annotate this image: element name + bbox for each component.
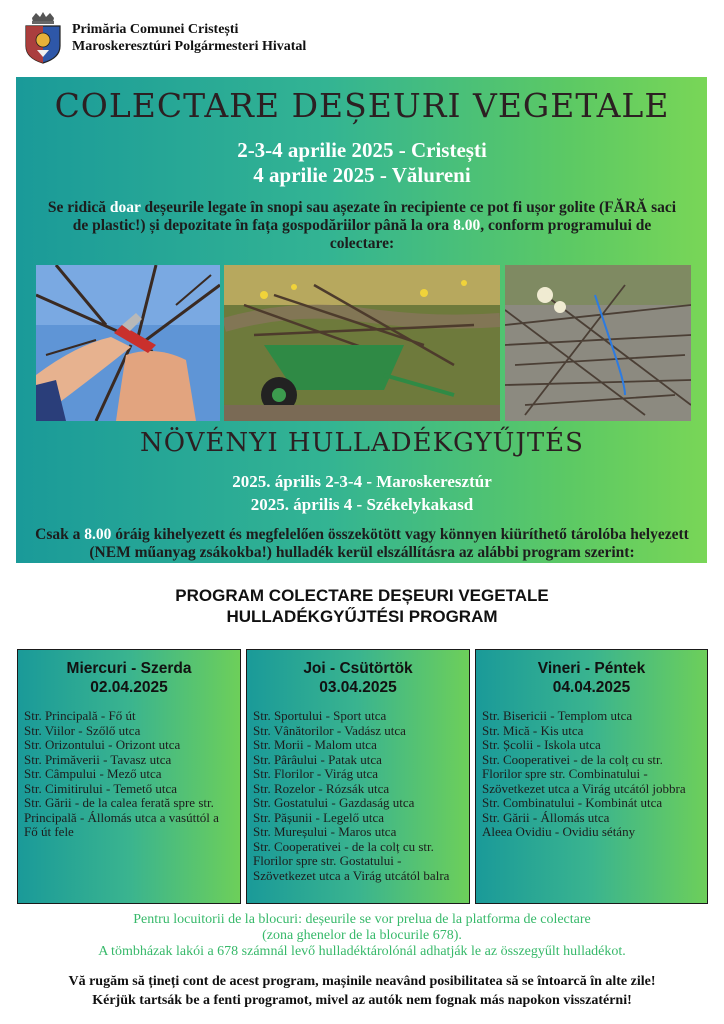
street-item: Str. Morii - Malom utca <box>253 737 377 752</box>
wheelbarrow-branches-photo <box>224 265 500 421</box>
instr-ro-text-2: deșeurile legate în snopi sau așezate în recipiente ce pot fi ușor golite (FĂRĂ saci de plastic!) și depozitate în fața gospodăriilor până la ora <box>72 199 677 234</box>
street-item: Str. Orizontului - Orizont utca <box>24 737 181 752</box>
street-item: Str. Vânătorilor - Vadász utca <box>253 722 406 738</box>
closing-ro: Vă rugăm să țineți cont de acest program, mașinile neavând posibilitatea să se întoarcă în alte zile! <box>68 974 656 989</box>
schedule-friday <box>475 649 708 904</box>
pruning-shears-photo <box>36 265 220 421</box>
street-item: Str. Principală - Fő út <box>24 708 136 723</box>
branch-pile-photo <box>505 265 691 421</box>
instr-hu-time: 8.00 <box>84 526 112 543</box>
street-item: Str. Cooperativei - de la colț cu str. Florilor spre str. Gostatului - Szövetkezet utca a Virág utcától balra <box>253 838 450 883</box>
program-title <box>0 585 724 627</box>
instr-hu-text-1: Csak a <box>35 526 85 543</box>
instructions-hungarian <box>28 526 696 562</box>
instr-ro-text-3: , conform programului de colectare: <box>329 217 652 252</box>
street-item: Str. Cooperativei - de la colț cu str. Florilor spre str. Combinatului - Szövetkezet utca a Virág utcától jobbra <box>482 751 686 796</box>
date-maroskeresztur: 2025. április 2-3-4 - Maroskeresztúr <box>232 472 492 491</box>
street-list <box>18 697 240 840</box>
program-title-ro: PROGRAM COLECTARE DEȘEURI VEGETALE <box>175 586 549 605</box>
schedule-wednesday <box>17 649 241 904</box>
schedule-thursday <box>246 649 470 904</box>
closing-hu: Kérjük tartsák be a fenti programot, mivel az autók nem fognak más napokon visszatérni! <box>92 993 632 1008</box>
street-item: Str. Rozelor - Rózsák utca <box>253 780 390 796</box>
instr-hu-text-2: óráig kihelyezett és megfelelően összekötött vagy könnyen kiüríthető tárolóba helyezett (NEM műanyag zsákokba!) hulladék kerül elszállításra az alábbi program szerint: <box>89 526 689 561</box>
street-item: Str. Gării - Állomás utca <box>482 809 610 825</box>
title-romanian: COLECTARE DEȘEURI VEGETALE <box>54 86 670 125</box>
instr-ro-highlight: doar <box>109 199 141 216</box>
street-item: Aleea Ovidiu - Ovidiu sétány <box>482 824 636 839</box>
note-blocks-hu: A tömbházak lakói a 678 számnál levő hulladéktárolónál adhatják le az összegyűlt hulladékot. <box>98 944 626 959</box>
street-item: Str. Cimitirului - Temető utca <box>24 780 178 796</box>
program-title-hu: HULLADÉKGYŰJTÉSI PROGRAM <box>226 607 498 626</box>
street-item: Str. Primăverii - Tavasz utca <box>24 751 172 767</box>
note-blocks-ro-1: Pentru locuitorii de la blocuri: deșeurile se vor prelua de la platforma de colectare <box>133 912 591 927</box>
header-title-ro: Primăria Comunei Cristești <box>72 22 239 37</box>
street-item: Str. Pârâului - Patak utca <box>253 751 382 767</box>
street-item: Str. Școlii - Iskola utca <box>482 737 601 752</box>
instructions-romanian <box>40 199 684 253</box>
date-cristesti: 2-3-4 aprilie 2025 - Cristești <box>237 138 487 162</box>
header-title-hu: Maroskeresztúri Polgármesteri Hivatal <box>72 39 307 54</box>
schedule-date: 04.04.2025 <box>552 679 631 696</box>
street-item: Str. Mică - Kis utca <box>482 722 584 738</box>
schedule-date: 02.04.2025 <box>90 679 168 696</box>
instr-ro-text-1: Se ridică <box>47 199 110 216</box>
street-item: Str. Gostatului - Gazdaság utca <box>253 795 415 810</box>
instr-ro-time: 8.00 <box>453 217 481 234</box>
street-item: Str. Câmpului - Mező utca <box>24 766 162 781</box>
schedule-day: Vineri - Péntek <box>537 660 646 677</box>
coat-of-arms-icon <box>22 12 64 64</box>
street-item: Str. Florilor - Virág utca <box>253 766 378 781</box>
schedule-date: 03.04.2025 <box>319 679 397 696</box>
street-item: Str. Mureșului - Maros utca <box>253 824 397 839</box>
street-item: Str. Gării - de la calea ferată spre str. Principală - Állomás utca a vasúttól a Fő út fele <box>24 795 219 839</box>
street-item: Str. Sportului - Sport utca <box>253 708 387 723</box>
street-list <box>247 697 469 883</box>
street-list <box>476 697 707 840</box>
street-item: Str. Viilor - Szőlő utca <box>24 722 141 738</box>
date-szekelykakasd: 2025. április 4 - Székelykakasd <box>250 495 474 514</box>
street-item: Str. Bisericii - Templom utca <box>482 708 633 723</box>
schedule-day: Joi - Csütörtök <box>303 660 413 677</box>
date-valureni: 4 aprilie 2025 - Vălureni <box>253 163 471 187</box>
street-item: Str. Pășunii - Legelő utca <box>253 809 385 825</box>
note-blocks-ro-2: (zona ghenelor de la blocurile 678). <box>262 928 462 943</box>
street-item: Str. Combinatului - Kombinát utca <box>482 795 663 810</box>
header <box>22 8 306 68</box>
title-hungarian: NÖVÉNYI HULLADÉKGYŰJTÉS <box>140 428 584 458</box>
schedule-day: Miercuri - Szerda <box>66 660 192 677</box>
